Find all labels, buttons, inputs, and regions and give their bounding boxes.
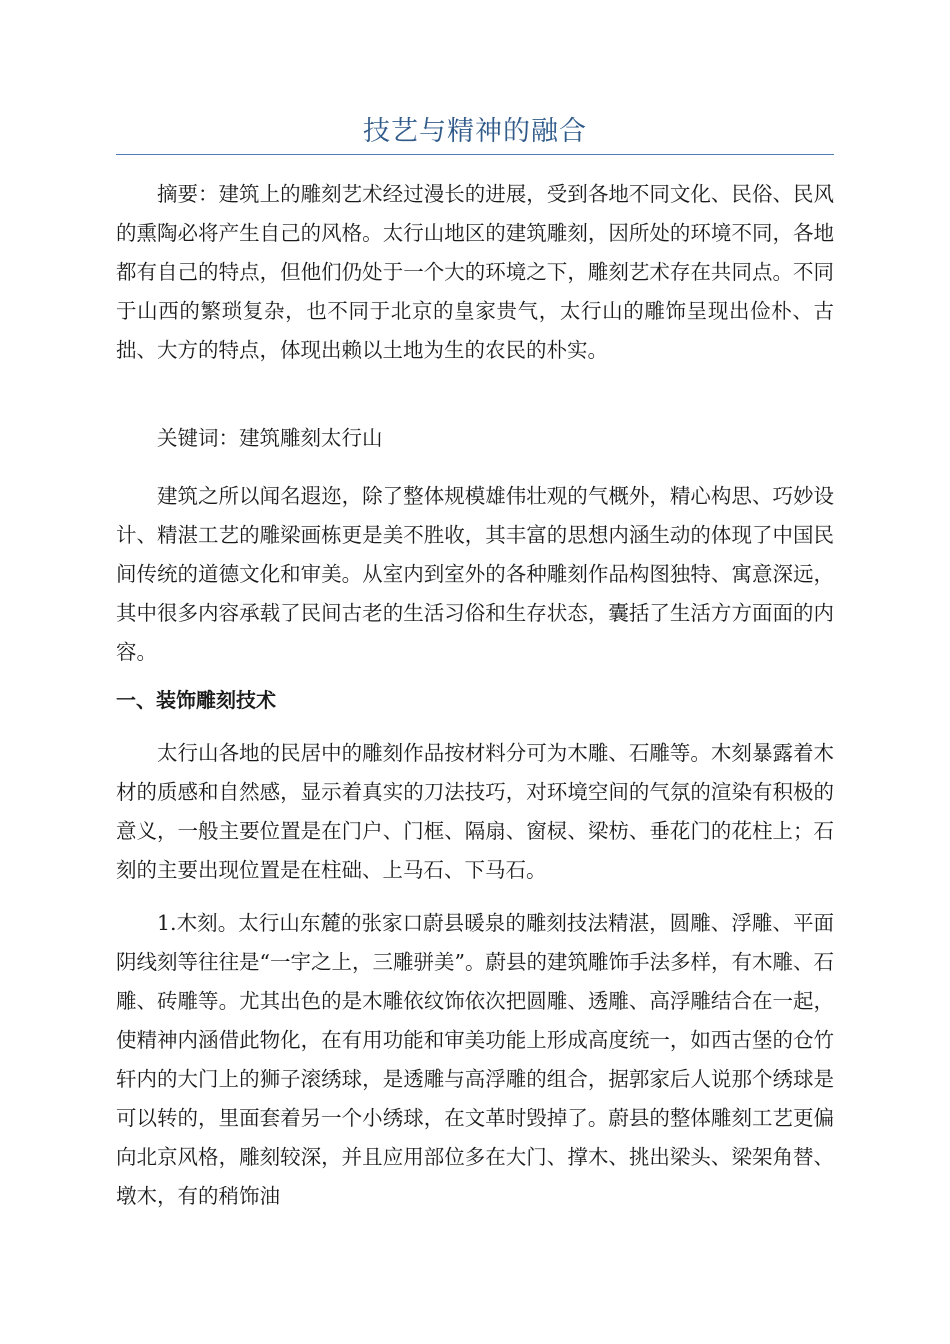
section-paragraph-materials: 太行山各地的民居中的雕刻作品按材料分可为木雕、石雕等。木刻暴露着木材的质感和自然感，显示着真实的刀法技巧，对环境空间的气氛的渲染有积极的意义，一般主要位置是在门户、门框、隔扇、窗棂、梁枋、垂花门的花柱上；石刻的主要出现位置是在柱础、上马石、下马石。 <box>116 741 834 882</box>
section-heading: 一、装饰雕刻技术 <box>116 688 276 712</box>
document-title: 技艺与精神的融合 <box>363 116 587 147</box>
intro-paragraph: 建筑之所以闻名遐迩，除了整体规模雄伟壮观的气概外，精心构思、巧妙设计、精湛工艺的雕梁画栋更是美不胜收，其丰富的思想内涵生动的体现了中国民间传统的道德文化和审美。从室内到室外的各种雕刻作品构图独特、寓意深远，其中很多内容承载了民间古老的生活习俗和生存状态，囊括了生活方方面面的内容。 <box>116 484 834 664</box>
keywords-paragraph: 关键词：建筑雕刻太行山 <box>157 426 383 450</box>
abstract-paragraph: 摘要：建筑上的雕刻艺术经过漫长的进展，受到各地不同文化、民俗、民风的熏陶必将产生自己的风格。太行山地区的建筑雕刻，因所处的环境不同，各地都有自己的特点，但他们仍处于一个大的环境之下，雕刻艺术存在共同点。不同于山西的繁琐复杂，也不同于北京的皇家贵气，太行山的雕饰呈现出俭朴、古拙、大方的特点，体现出赖以土地为生的农民的朴实。 <box>116 182 834 362</box>
document-page <box>116 0 834 1344</box>
title-underline <box>116 154 834 155</box>
section-paragraph-woodcarving: 1.木刻。太行山东麓的张家口蔚县暖泉的雕刻技法精湛，圆雕、浮雕、平面阴线刻等往往是“一宇之上，三雕骈美”。蔚县的建筑雕饰手法多样，有木雕、石雕、砖雕等。尤其出色的是木雕依纹饰依次把圆雕、透雕、高浮雕结合在一起，使精神内涵借此物化，在有用功能和审美功能上形成高度统一，如西古堡的仓竹轩内的大门上的狮子滚绣球，是透雕与高浮雕的组合，据郭家后人说那个绣球是可以转的，里面套着另一个小绣球，在文革时毁掉了。蔚县的整体雕刻工艺更偏向北京风格，雕刻较深，并且应用部位多在大门、撑木、挑出梁头、梁架角替、墩木，有的稍饰油 <box>116 911 834 1208</box>
